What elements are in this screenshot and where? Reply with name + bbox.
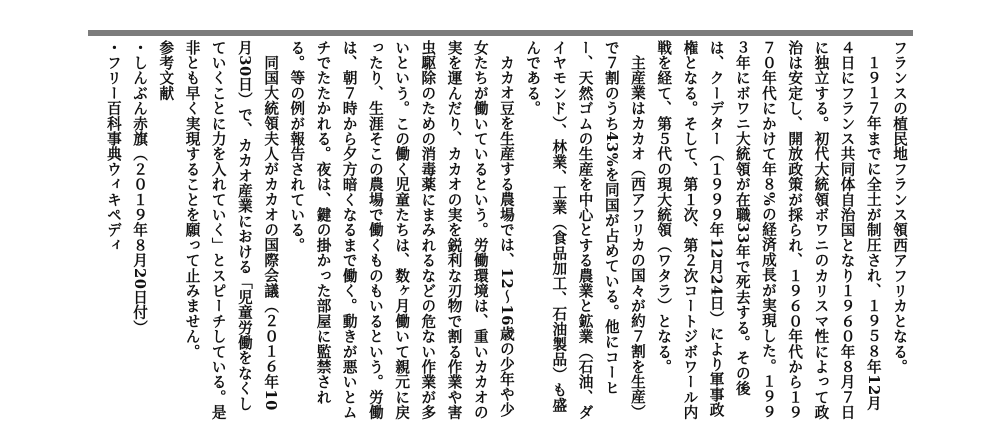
article-body [82,40,912,425]
top-rule [88,30,913,36]
paragraph-first-lady: 同国大統領夫人がカカオの国際会議（２０１６年10月30日）で、カカオ産業における「児童労働をなくしていくことに力を入れていく」とスピーチしている。是非とも早く実現することを願って止みません。 [183,40,280,420]
paragraph-child-labor: カカオ豆を生産する農場では、12～16歳の少年や少女たちが働いているという。労働環境は、重いカカオの実を運んだり、カカオの実を鋭利な刃物で割る作業や害虫駆除のための消毒薬にまみれるなどの危ない作業が多いという。この働く児童たちは、数ヶ月働いて親元に戻ったり、生涯そこの農場で働くものもいるという。労働は、朝７時から夕方暗くなるまで働く。動きが悪いとムチでたたかれる。夜は、鍵の掛かった部屋に監禁される。等の例が報告されている。 [288,40,515,420]
paragraph-history: １９１７年までに全土が制圧され、１９５８年12月４日にフランス共同体自治国となり１９６０年８月７日に独立する。初代大統領ボワニのカリスマ性によって政治は安定し、開放政策が採られ、１９６０年代から１９７０年代にかけて年８%の経済成長が実現した。１９９３年にボワニ大統領が在職33年で死去する。その後は、クーデター（１９９９年12月24日）により軍事政権となる。そして、第１次、第２次コートジボワール内戦を経て、第５代の現大統領（ワタラ）となる。 [655,40,882,420]
reference-item: ・しんぶん赤旗（２０１９年８月20日付） [131,40,149,336]
reference-item: ・フリー百科事典ウィキペディ [104,40,122,253]
paragraph-industry: 主産業はカカオ（西アフリカの国々が約７割を生産）で７割のうち43%を同国が占めている。他にコーヒー、天然ゴムの生産を中心とする農業と鉱業（石油、ダイヤモンド）、林業、工業（食品加工、石油製品）も盛んである。 [524,40,646,420]
paragraph-colonial: フランスの植民地フランス領西アフリカとなる。 [891,40,908,375]
references-heading: 参考文献 [157,40,175,101]
